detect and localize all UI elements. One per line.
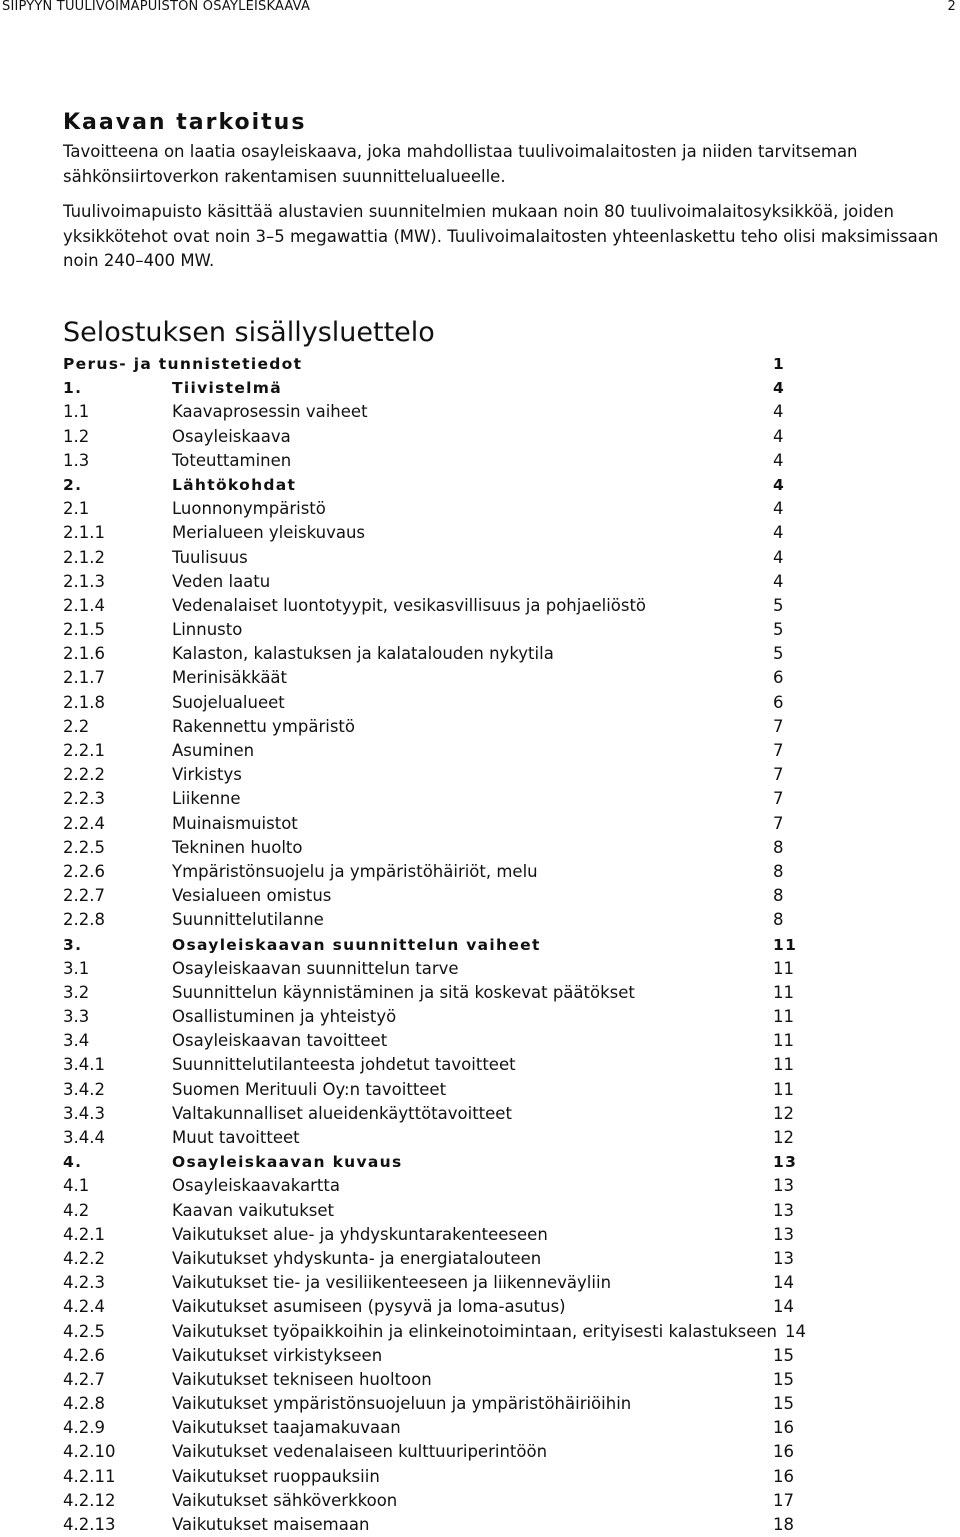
toc-entry-title: Asuminen — [172, 741, 255, 760]
toc-entry-page: 11 — [773, 1007, 794, 1027]
toc-entry-title: Vesialueen omistus — [172, 886, 332, 906]
toc-entry-title: Merialueen yleiskuvaus — [172, 523, 366, 543]
toc-entry-title: Vedenalaiset luontotyypit, vesikasvillisuus ja pohjaeliöstö — [172, 595, 647, 615]
toc-entry-number: 2.2.8 — [63, 910, 105, 930]
toc-entry-page: 16 — [773, 1418, 794, 1438]
toc-entry-number: 2.1.4 — [63, 595, 105, 615]
toc-entry-page: 13 — [773, 1224, 794, 1244]
toc-entry-number: 4.2.2 — [63, 1248, 105, 1268]
toc-entry-page: 7 — [773, 716, 784, 736]
purpose-paragraph-1: Tavoitteena on laatia osayleiskaava, joka mahdollistaa tuulivoimalaitosten ja niiden tarvitseman sähkönsiirtoverkon rakentamisen suunnittelualueelle. — [63, 142, 858, 186]
toc-entry-title: Osayleiskaava — [172, 426, 291, 446]
toc-entry-page: 5 — [773, 620, 784, 640]
toc-entry[interactable] — [63, 1029, 958, 1053]
page-header — [0, 0, 960, 16]
toc-entry-number: 4.2.6 — [63, 1345, 105, 1365]
document-title: SIIPYYN TUULIVOIMAPUISTON OSAYLEISKAAVA — [2, 0, 311, 14]
toc-entry-title: Vaikutukset ympäristönsuojeluun ja ympäristöhäiriöihin — [172, 1394, 632, 1414]
toc-entry-number: 3.2 — [63, 982, 90, 1002]
toc-entry-page: 4 — [773, 379, 786, 398]
toc-entry-page: 8 — [773, 886, 784, 906]
toc-entry-number: 2.1.5 — [63, 620, 105, 640]
toc-entry-title: Vaikutukset ruoppauksiin — [172, 1466, 380, 1486]
toc-entry-number: 2.1 — [63, 499, 90, 519]
toc-entry-page: 1 — [773, 355, 786, 373]
toc-entry-title: Vaikutukset asumiseen (pysyvä ja loma-asutus) — [172, 1297, 566, 1317]
toc-entry-number: 2.1.1 — [63, 523, 105, 543]
toc-entry-number: 2.2.1 — [63, 741, 105, 760]
toc-entry[interactable] — [63, 449, 958, 473]
toc-entry-page: 15 — [773, 1369, 794, 1389]
toc-entry-page: 14 — [773, 1297, 794, 1317]
toc-entry-title: Vaikutukset sähköverkkoon — [172, 1490, 398, 1510]
toc-entry-title: Merinisäkkäät — [172, 668, 288, 688]
toc-entry-title: Linnusto — [172, 620, 243, 640]
toc-entry-title: Vaikutukset virkistykseen — [172, 1345, 383, 1365]
toc-entry-page: 4 — [773, 426, 784, 446]
toc-entry-title: Osallistuminen ja yhteistyö — [172, 1007, 397, 1027]
toc-entry-number: 2.2.3 — [63, 789, 105, 809]
toc-entry[interactable] — [63, 1247, 958, 1271]
toc-entry[interactable] — [63, 473, 958, 497]
toc-entry-number: 2. — [63, 475, 83, 494]
toc-entry-page: 18 — [773, 1515, 794, 1534]
toc-entry[interactable] — [63, 1416, 958, 1440]
toc-entry-page: 13 — [773, 1153, 798, 1172]
toc-entry-number: 4.2.4 — [63, 1297, 105, 1317]
toc-entry[interactable] — [63, 1005, 958, 1029]
toc-entry-title: Osayleiskaavan suunnittelun tarve — [172, 958, 459, 978]
toc-entry-title: Lähtökohdat — [172, 475, 297, 494]
toc-entry-number: 2.1.7 — [63, 668, 105, 688]
toc-entry-page: 15 — [773, 1394, 794, 1414]
toc-entry-number: 4.2.7 — [63, 1369, 105, 1389]
toc-entry[interactable] — [63, 812, 958, 836]
toc-entry-number: 2.2 — [63, 716, 90, 736]
toc-entry-page: 4 — [773, 450, 784, 470]
toc-entry-number: 2.1.8 — [63, 692, 105, 712]
toc-entry[interactable] — [63, 642, 958, 666]
toc-entry-title: Tuulisuus — [172, 547, 248, 567]
toc-entry-number: 4.2.9 — [63, 1418, 105, 1438]
toc-entry[interactable] — [63, 1295, 958, 1319]
toc-entry-page: 13 — [773, 1200, 794, 1220]
toc-heading: Selostuksen sisällysluettelo — [63, 317, 435, 348]
toc-entry-page: 4 — [773, 523, 784, 543]
toc-entry-number: 3.4 — [63, 1031, 90, 1051]
toc-entry-page: 13 — [773, 1176, 794, 1196]
toc-entry-page: 17 — [773, 1490, 794, 1510]
table-of-contents — [63, 352, 958, 1537]
toc-entry[interactable] — [63, 1271, 958, 1295]
toc-entry-page: 5 — [773, 595, 784, 615]
toc-entry-page: 15 — [773, 1345, 794, 1365]
toc-entry-number: 3. — [63, 935, 83, 954]
purpose-paragraph-2: Tuulivoimapuisto käsittää alustavien suunnitelmien mukaan noin 80 tuulivoimalaitosyksikköä, joiden yksikkötehot ovat noin 3–5 megawattia (MW). Tuulivoimalaitosten yhteenlaskettu teho olisi maksimissaan noin 240–400 MW. — [63, 202, 939, 270]
toc-entry-number: 3.4.4 — [63, 1128, 105, 1147]
toc-entry-title: Muinaismuistot — [172, 813, 298, 833]
toc-entry[interactable] — [63, 352, 958, 376]
toc-entry-number: 2.2.6 — [63, 861, 105, 881]
toc-entry-title: Suunnittelutilanne — [172, 910, 324, 930]
toc-entry-title: Toteuttaminen — [172, 450, 292, 470]
toc-entry[interactable] — [63, 908, 958, 932]
toc-entry-page: 7 — [773, 765, 784, 785]
toc-entry[interactable] — [63, 1150, 958, 1174]
toc-entry[interactable] — [63, 400, 958, 424]
toc-entry[interactable] — [63, 836, 958, 860]
toc-entry[interactable] — [63, 739, 958, 763]
toc-entry[interactable] — [63, 594, 958, 618]
toc-entry-title: Vaikutukset yhdyskunta- ja energiatalouteen — [172, 1248, 542, 1268]
toc-entry-number: 1.3 — [63, 450, 90, 470]
toc-entry-page: 8 — [773, 837, 784, 857]
toc-entry-page: 7 — [773, 741, 784, 760]
toc-entry[interactable] — [63, 376, 958, 400]
toc-entry-title: Veden laatu — [172, 571, 271, 591]
toc-entry-page: 11 — [773, 982, 794, 1002]
toc-entry[interactable] — [63, 1320, 958, 1344]
toc-entry-page: 4 — [773, 499, 784, 519]
toc-entry-page: 12 — [773, 1103, 794, 1123]
toc-entry-number: 3.4.1 — [63, 1055, 105, 1075]
toc-entry-title: Rakennettu ympäristö — [172, 716, 355, 736]
toc-entry-number: 4.2.12 — [63, 1490, 116, 1510]
toc-entry-number: 4.2.10 — [63, 1442, 116, 1462]
toc-entry[interactable] — [63, 425, 958, 449]
purpose-heading: Kaavan tarkoitus — [63, 110, 307, 135]
toc-entry-title: Valtakunnalliset alueidenkäyttötavoitteet — [172, 1103, 512, 1123]
toc-entry-title: Kaavaprosessin vaiheet — [172, 402, 368, 422]
toc-entry[interactable] — [63, 1102, 958, 1126]
toc-entry[interactable] — [63, 546, 958, 570]
toc-entry-number: 4.2.8 — [63, 1394, 105, 1414]
toc-entry-title: Suomen Merituuli Oy:n tavoitteet — [172, 1079, 447, 1099]
toc-entry-number: 2.2.2 — [63, 765, 105, 785]
toc-entry-number: 4. — [63, 1153, 83, 1172]
toc-entry-number: 4.2 — [63, 1200, 90, 1220]
toc-entry-page: 12 — [773, 1128, 794, 1147]
toc-entry-number: 2.1.3 — [63, 571, 105, 591]
toc-entry[interactable] — [63, 715, 958, 739]
toc-entry[interactable] — [63, 666, 958, 690]
toc-entry-title: Tekninen huolto — [172, 837, 303, 857]
toc-entry-number: 1.2 — [63, 426, 90, 446]
toc-entry-title: Vaikutukset vedenalaiseen kulttuuriperintöön — [172, 1442, 548, 1462]
toc-entry[interactable] — [63, 1440, 958, 1464]
toc-entry[interactable] — [63, 1223, 958, 1247]
toc-entry-title: Osayleiskaavan kuvaus — [172, 1153, 403, 1172]
toc-entry-page: 6 — [773, 692, 784, 712]
toc-entry-title: Kalaston, kalastuksen ja kalatalouden nykytila — [172, 644, 554, 664]
toc-entry-number: 2.2.4 — [63, 813, 105, 833]
toc-entry[interactable] — [63, 1368, 958, 1392]
toc-entry-page: 8 — [773, 910, 784, 930]
toc-entry-page: 16 — [773, 1442, 794, 1462]
toc-entry-page: 14 — [773, 1273, 794, 1293]
toc-entry-number: 4.2.13 — [63, 1515, 116, 1534]
toc-entry-page: 14 — [785, 1321, 806, 1341]
toc-entry[interactable] — [63, 1465, 958, 1489]
toc-entry[interactable] — [63, 1513, 958, 1537]
toc-entry[interactable] — [63, 860, 958, 884]
toc-entry-page: 16 — [773, 1466, 794, 1486]
toc-entry[interactable] — [63, 1344, 958, 1368]
toc-entry-title: Vaikutukset tekniseen huoltoon — [172, 1369, 432, 1389]
toc-entry-page: 4 — [773, 402, 784, 422]
toc-entry-page: 4 — [773, 475, 786, 494]
toc-entry[interactable] — [63, 521, 958, 545]
toc-entry-number: 2.1.6 — [63, 644, 105, 664]
toc-entry[interactable] — [63, 1199, 958, 1223]
toc-entry[interactable] — [63, 763, 958, 787]
toc-entry-title: Osayleiskaavan suunnittelun vaiheet — [172, 935, 541, 954]
toc-entry-number: 4.1 — [63, 1176, 90, 1196]
toc-entry-page: 5 — [773, 644, 784, 664]
toc-entry-number: 3.3 — [63, 1007, 90, 1027]
toc-entry[interactable] — [63, 933, 958, 957]
toc-entry-page: 11 — [773, 1055, 794, 1075]
toc-entry-title: Vaikutukset taajamakuvaan — [172, 1418, 401, 1438]
toc-entry-title: Tiivistelmä — [172, 379, 282, 398]
toc-entry[interactable] — [63, 787, 958, 811]
toc-entry-title: Osayleiskaavan tavoitteet — [172, 1031, 388, 1051]
toc-entry-page: 11 — [773, 935, 798, 954]
toc-entry-number: Perus- ja tunnistetiedot — [63, 355, 303, 373]
toc-entry[interactable] — [63, 618, 958, 642]
toc-entry[interactable] — [63, 497, 958, 521]
toc-entry-title: Luonnonympäristö — [172, 499, 326, 519]
toc-entry-title: Liikenne — [172, 789, 241, 809]
toc-entry[interactable] — [63, 691, 958, 715]
toc-entry[interactable] — [63, 1126, 958, 1150]
toc-entry-title: Suunnittelutilanteesta johdetut tavoitteet — [172, 1055, 516, 1075]
toc-entry-number: 2.2.7 — [63, 886, 105, 906]
toc-entry-page: 8 — [773, 861, 784, 881]
toc-entry-number: 3.4.2 — [63, 1079, 105, 1099]
toc-entry-number: 1.1 — [63, 402, 90, 422]
toc-entry-title: Vaikutukset työpaikkoihin ja elinkeinotoimintaan, erityisesti kalastukseen — [172, 1321, 777, 1341]
toc-entry[interactable] — [63, 981, 958, 1005]
toc-entry-title: Suojelualueet — [172, 692, 285, 712]
toc-entry-number: 4.2.5 — [63, 1321, 105, 1341]
toc-entry-number: 4.2.1 — [63, 1224, 105, 1244]
toc-entry-page: 7 — [773, 813, 784, 833]
toc-entry-title: Virkistys — [172, 765, 242, 785]
toc-entry-page: 6 — [773, 668, 784, 688]
toc-entry-number: 2.1.2 — [63, 547, 105, 567]
toc-entry-page: 11 — [773, 1079, 794, 1099]
toc-entry-page: 7 — [773, 789, 784, 809]
toc-entry-title: Muut tavoitteet — [172, 1128, 300, 1147]
toc-entry[interactable] — [63, 957, 958, 981]
toc-entry[interactable] — [63, 1174, 958, 1198]
toc-entry[interactable] — [63, 1078, 958, 1102]
toc-entry-title: Kaavan vaikutukset — [172, 1200, 334, 1220]
toc-entry-page: 11 — [773, 1031, 794, 1051]
toc-entry-title: Osayleiskaavakartta — [172, 1176, 340, 1196]
toc-entry-number: 3.1 — [63, 958, 90, 978]
toc-entry-number: 2.2.5 — [63, 837, 105, 857]
toc-entry-title: Vaikutukset tie- ja vesiliikenteeseen ja liikenneväyliin — [172, 1273, 612, 1293]
toc-entry-number: 3.4.3 — [63, 1103, 105, 1123]
page-number: 2 — [947, 0, 956, 14]
toc-entry-title: Vaikutukset alue- ja yhdyskuntarakenteeseen — [172, 1224, 548, 1244]
toc-entry-title: Vaikutukset maisemaan — [172, 1515, 370, 1534]
toc-entry-number: 4.2.11 — [63, 1466, 116, 1486]
toc-entry[interactable] — [63, 884, 958, 908]
toc-entry-number: 4.2.3 — [63, 1273, 105, 1293]
toc-entry-title: Ympäristönsuojelu ja ympäristöhäiriöt, melu — [172, 861, 538, 881]
toc-entry[interactable] — [63, 1392, 958, 1416]
toc-entry-page: 13 — [773, 1248, 794, 1268]
toc-entry[interactable] — [63, 570, 958, 594]
toc-entry-page: 4 — [773, 571, 784, 591]
toc-entry-page: 11 — [773, 958, 794, 978]
toc-entry[interactable] — [63, 1053, 958, 1077]
toc-entry-page: 4 — [773, 547, 784, 567]
toc-entry[interactable] — [63, 1489, 958, 1513]
toc-entry-number: 1. — [63, 379, 83, 398]
toc-entry-title: Suunnittelun käynnistäminen ja sitä koskevat päätökset — [172, 982, 635, 1002]
